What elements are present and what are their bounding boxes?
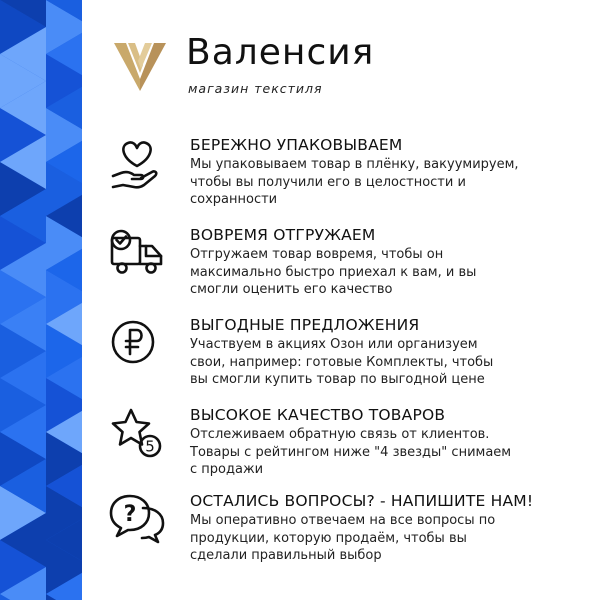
feature-description bbox=[190, 336, 590, 389]
feature-line: сделали правильный выбор bbox=[190, 548, 382, 563]
question-bubbles-icon bbox=[108, 492, 166, 550]
feature-questions-contact bbox=[108, 492, 588, 576]
feature-high-quality bbox=[108, 406, 588, 490]
feature-title: ВОВРЕМЯ ОТГРУЖАЕМ bbox=[190, 226, 376, 244]
feature-careful-packing bbox=[108, 136, 588, 220]
feature-line: Участвуем в акциях Озон или организуем bbox=[190, 337, 478, 352]
decorative-sidebar bbox=[0, 0, 82, 600]
feature-description bbox=[190, 246, 590, 299]
brand-header bbox=[112, 32, 572, 102]
feature-title: ОСТАЛИСЬ ВОПРОСЫ? - НАПИШИТЕ НАМ! bbox=[190, 492, 534, 510]
feature-line: максимально быстро приехал к вам, и вы bbox=[190, 264, 477, 280]
feature-title: ВЫГОДНЫЕ ПРЕДЛОЖЕНИЯ bbox=[190, 316, 420, 334]
star-rating-icon bbox=[108, 406, 166, 464]
question-mark: ? bbox=[123, 502, 137, 527]
feature-line: Отслеживаем обратную связь от клиентов. bbox=[190, 427, 490, 442]
feature-good-offers bbox=[108, 316, 588, 400]
feature-description bbox=[190, 426, 590, 479]
feature-line: Отгружаем товар вовремя, чтобы он bbox=[190, 247, 444, 262]
feature-line: Мы оперативно отвечаем на все вопросы по bbox=[190, 513, 496, 528]
brand-subtitle: магазин текстиля bbox=[188, 81, 323, 96]
feature-title: ВЫСОКОЕ КАЧЕСТВО ТОВАРОВ bbox=[190, 406, 446, 424]
feature-description bbox=[190, 512, 590, 565]
feature-line: с продажи bbox=[190, 462, 264, 477]
feature-line: Товары с рейтингом ниже "4 звезды" снимаем bbox=[190, 444, 512, 460]
feature-line: вы смогли купить товар по выгодной цене bbox=[190, 372, 485, 387]
feature-line: чтобы вы получили его в целостности и bbox=[190, 174, 466, 190]
feature-line: свои, например: готовые Комплекты, чтобы bbox=[190, 354, 494, 370]
rating-number: 5 bbox=[145, 437, 155, 456]
feature-line: Мы упаковываем товар в плёнку, вакуумируем, bbox=[190, 157, 519, 172]
feature-line: сохранности bbox=[190, 192, 278, 207]
ruble-coin-icon bbox=[108, 316, 166, 374]
feature-title: БЕРЕЖНО УПАКОВЫВАЕМ bbox=[190, 136, 403, 154]
brand-name: Валенсия bbox=[186, 32, 375, 73]
feature-on-time-shipping bbox=[108, 226, 588, 310]
delivery-truck-icon bbox=[108, 226, 166, 284]
heart-hand-icon bbox=[108, 136, 166, 194]
feature-description bbox=[190, 156, 590, 209]
feature-line: продукции, которую продаём, чтобы вы bbox=[190, 530, 467, 546]
valencia-logo-icon bbox=[112, 39, 168, 95]
feature-line: смогли оценить его качество bbox=[190, 282, 393, 297]
